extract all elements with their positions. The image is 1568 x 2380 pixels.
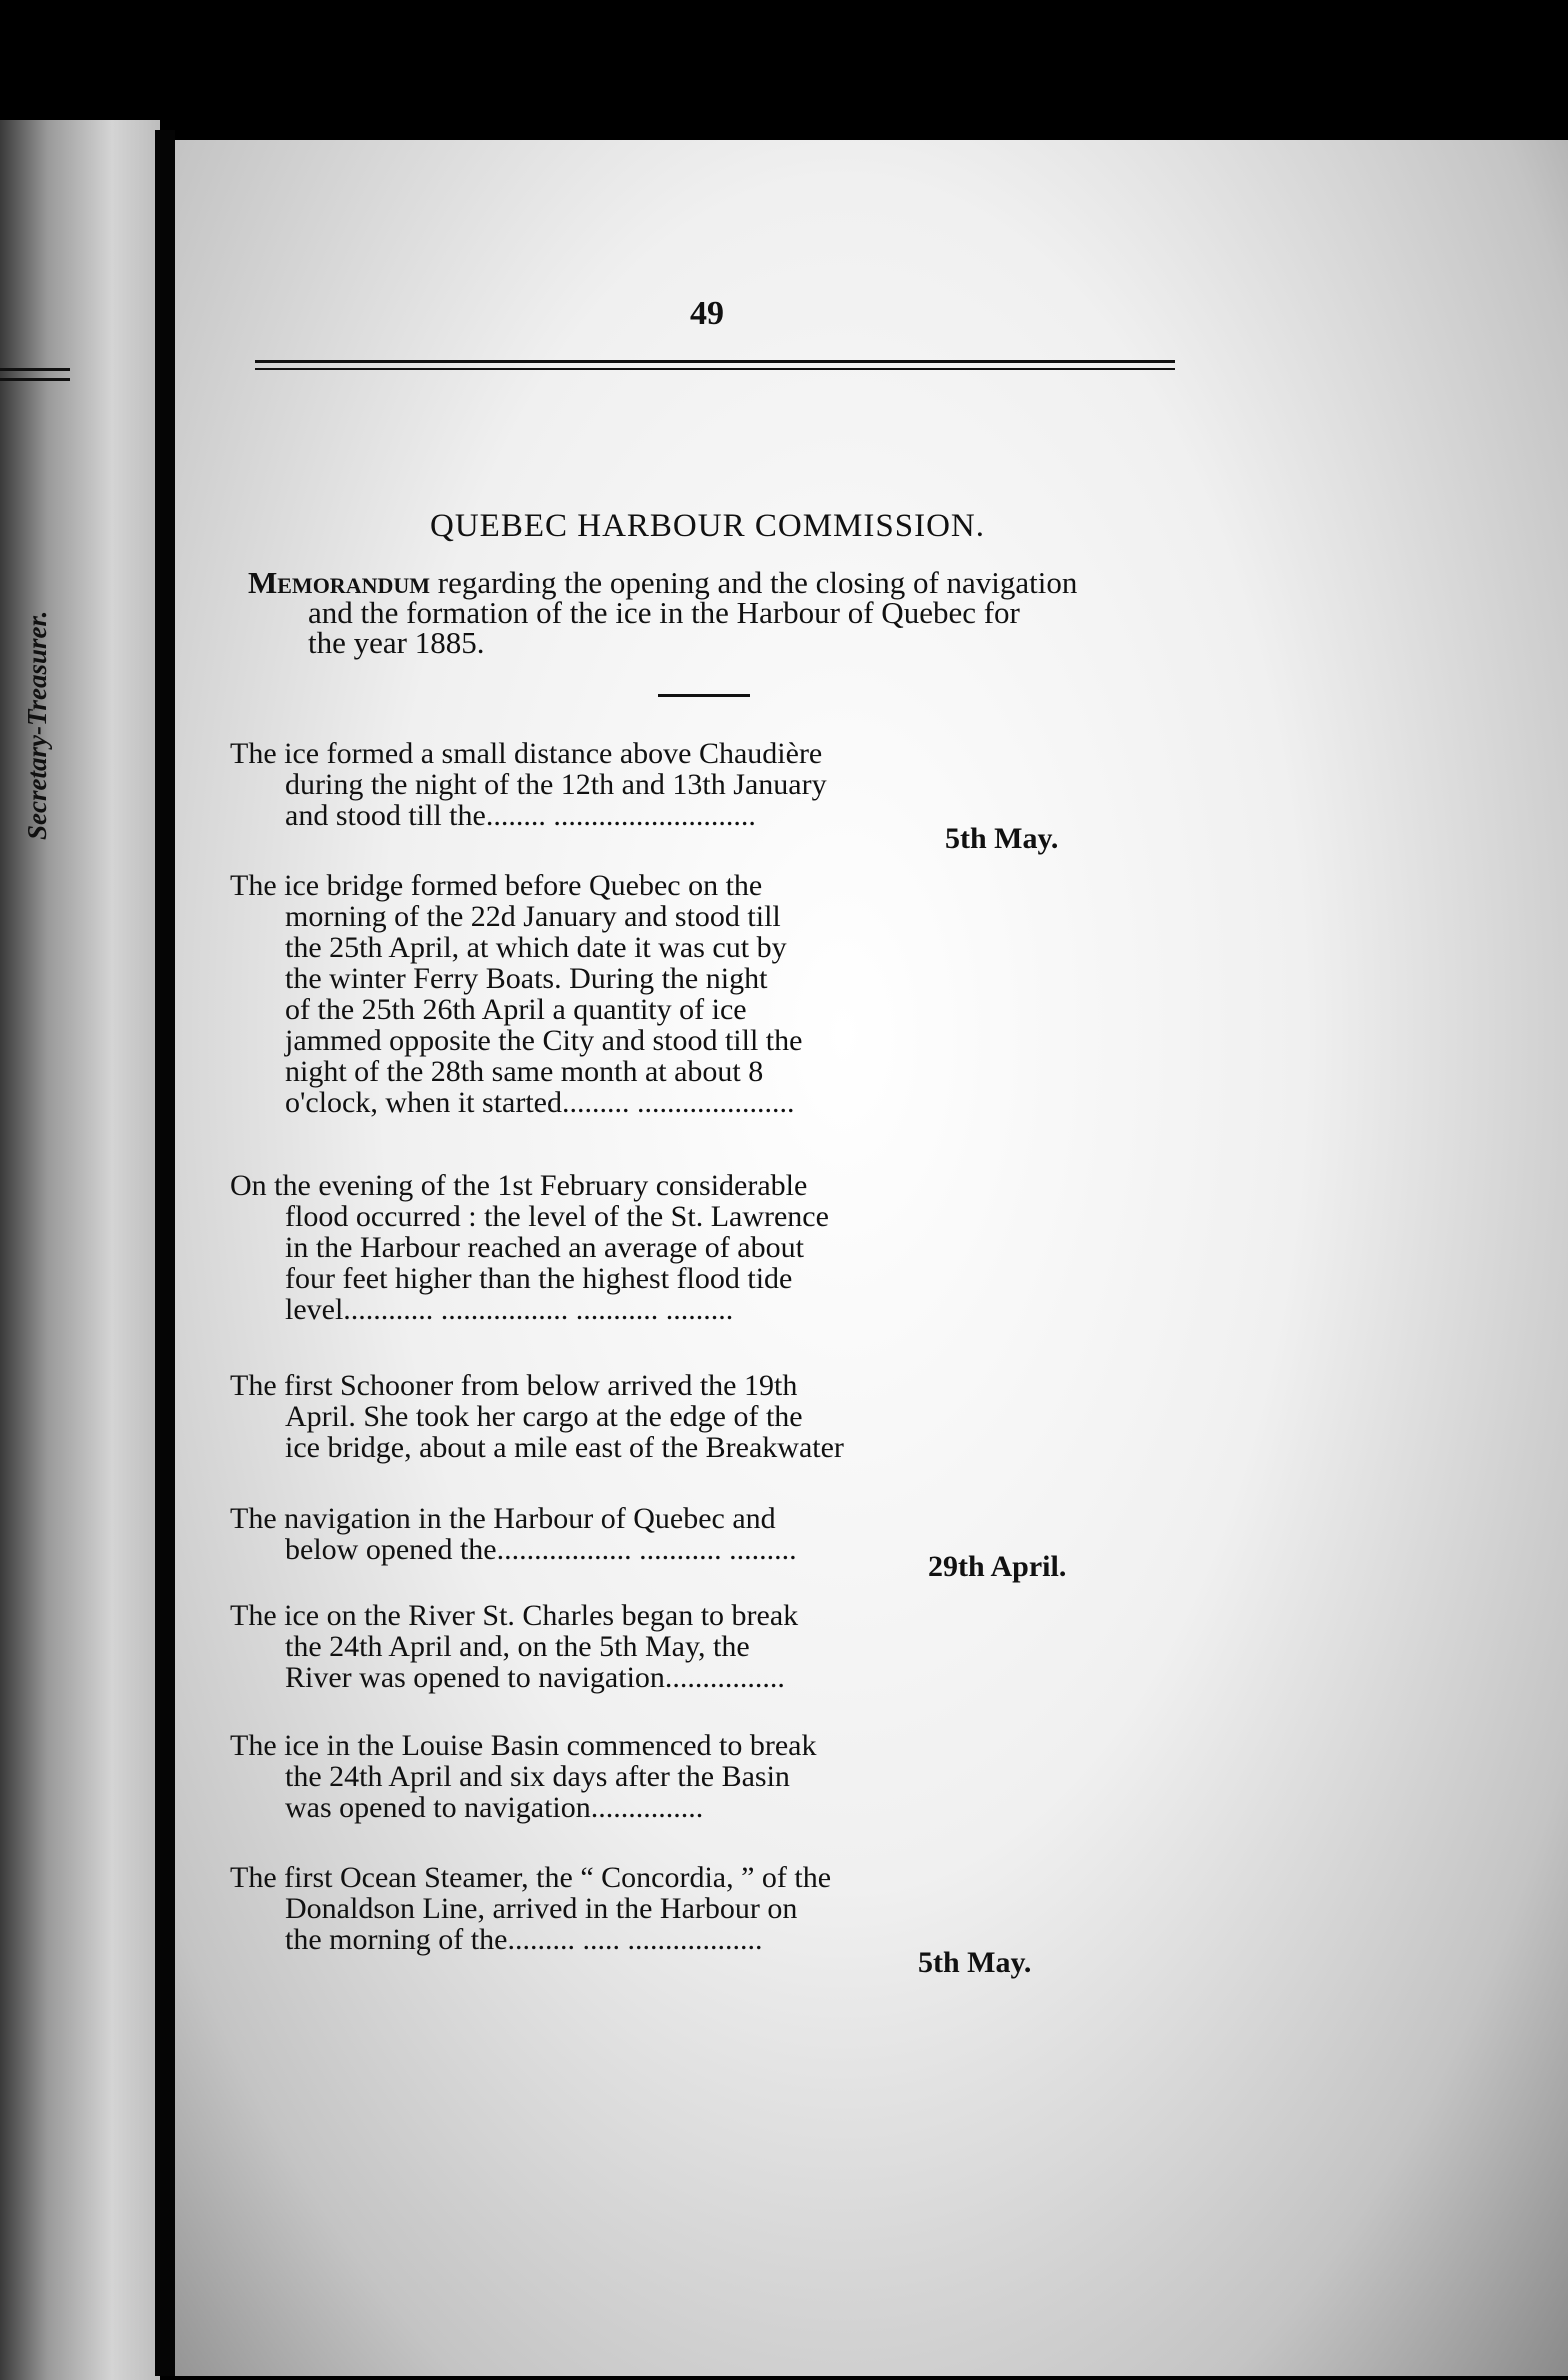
memorandum-line-1: regarding the opening and the closing of navigation bbox=[430, 565, 1078, 600]
entry-line: flood occurred : the level of the St. Lawrence bbox=[285, 1200, 829, 1233]
entry-line: the 24th April and six days after the Basin bbox=[285, 1760, 790, 1793]
entry-line: The navigation in the Harbour of Quebec and bbox=[230, 1502, 776, 1535]
entry-line: below opened the.................. ........... ......... bbox=[285, 1533, 797, 1566]
entry-line: of the 25th 26th April a quantity of ice bbox=[285, 993, 747, 1026]
entry-line: The ice bridge formed before Quebec on the bbox=[230, 869, 763, 902]
entry-ice-bridge bbox=[230, 870, 930, 1118]
page-title: QUEBEC HARBOUR COMMISSION. bbox=[430, 508, 985, 544]
entry-line: On the evening of the 1st February considerable bbox=[230, 1169, 808, 1202]
entry-line: the morning of the......... ..... .................. bbox=[285, 1923, 763, 1956]
header-rule-bottom bbox=[255, 368, 1175, 370]
entry-line: o'clock, when it started......... ..................... bbox=[285, 1086, 795, 1119]
entry-line: level............ ................. ........... ......... bbox=[285, 1293, 734, 1326]
memorandum-heading bbox=[248, 565, 1178, 660]
entry-line: The ice formed a small distance above Chaudière bbox=[230, 737, 823, 770]
entry-line: April. She took her cargo at the edge of the bbox=[285, 1400, 803, 1433]
entry-line: and stood till the........ ........................... bbox=[285, 799, 756, 832]
entry-first-schooner bbox=[230, 1370, 930, 1463]
entry-line: The ice in the Louise Basin commenced to break bbox=[230, 1729, 817, 1762]
entry-line: morning of the 22d January and stood till bbox=[285, 900, 781, 933]
entry-date: 5th May. bbox=[918, 1946, 1032, 1979]
entry-line: River was opened to navigation................ bbox=[285, 1661, 785, 1694]
entry-line: jammed opposite the City and stood till the bbox=[285, 1024, 803, 1057]
entry-line: The first Schooner from below arrived the 19th bbox=[230, 1369, 798, 1402]
entry-line: was opened to navigation............... bbox=[285, 1791, 704, 1824]
running-head: Secretary-Treasurer. bbox=[22, 610, 52, 840]
entry-line: the winter Ferry Boats. During the night bbox=[285, 962, 768, 995]
entry-line: the 25th April, at which date it was cut by bbox=[285, 931, 787, 964]
entry-first-ocean-steamer bbox=[230, 1862, 930, 1955]
entry-line: in the Harbour reached an average of about bbox=[285, 1231, 804, 1264]
entry-navigation-opened bbox=[230, 1503, 930, 1565]
page-number: 49 bbox=[690, 295, 724, 332]
entry-line: four feet higher than the highest flood tide bbox=[285, 1262, 793, 1295]
memorandum-line-2: and the formation of the ice in the Harbour of Quebec for bbox=[308, 595, 1020, 630]
entry-date: 5th May. bbox=[945, 822, 1059, 855]
left-page-rule bbox=[0, 378, 70, 381]
entry-line: night of the 28th same month at about 8 bbox=[285, 1055, 764, 1088]
entry-line: the 24th April and, on the 5th May, the bbox=[285, 1630, 750, 1663]
entry-line: Donaldson Line, arrived in the Harbour on bbox=[285, 1892, 798, 1925]
entry-line: The ice on the River St. Charles began to break bbox=[230, 1599, 799, 1632]
left-page-rule bbox=[0, 368, 70, 371]
entry-st-charles bbox=[230, 1600, 930, 1693]
entry-line: during the night of the 12th and 13th January bbox=[285, 768, 827, 801]
header-rule-top bbox=[255, 360, 1175, 363]
section-divider bbox=[658, 694, 750, 697]
entry-line: The first Ocean Steamer, the “ Concordia, ” of the bbox=[230, 1861, 832, 1894]
entry-louise-basin bbox=[230, 1730, 930, 1823]
previous-page-edge bbox=[0, 120, 160, 2380]
memorandum-lead: Memorandum bbox=[248, 565, 431, 600]
entry-ice-chaudiere bbox=[230, 738, 930, 831]
entry-date: 29th April. bbox=[928, 1550, 1067, 1583]
book-gutter bbox=[155, 130, 175, 2376]
memorandum-line-3: the year 1885. bbox=[308, 625, 485, 660]
entry-line: ice bridge, about a mile east of the Breakwater bbox=[285, 1431, 844, 1464]
entry-flood bbox=[230, 1170, 930, 1325]
